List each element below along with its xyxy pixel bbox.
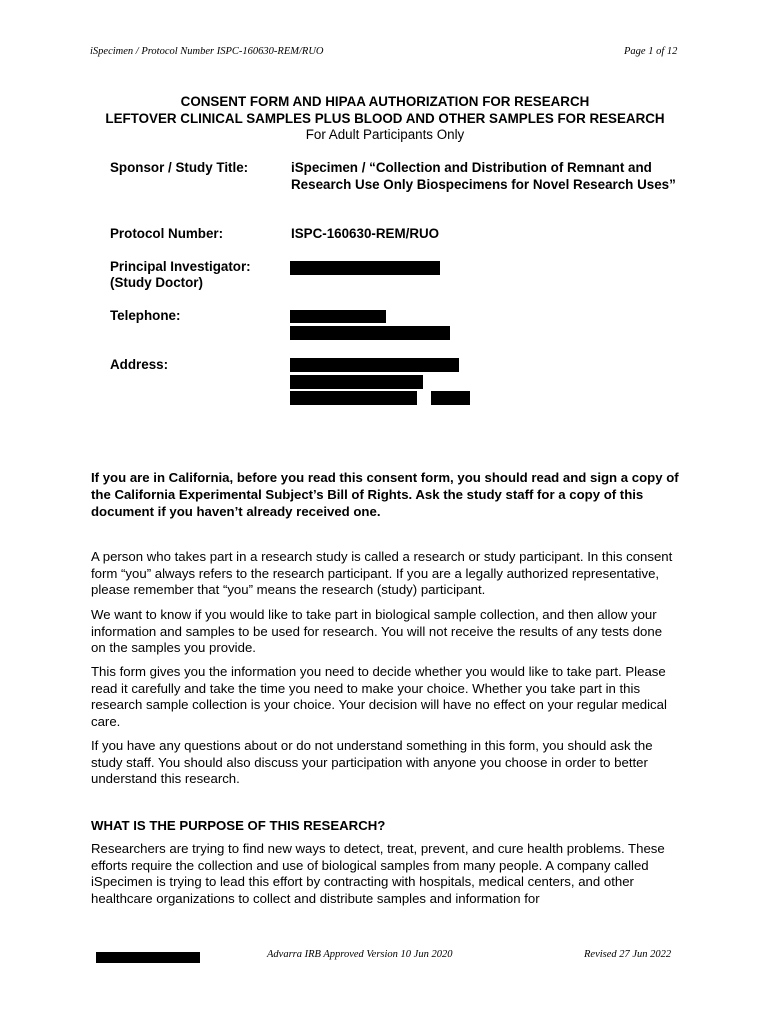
redaction-block bbox=[431, 391, 470, 405]
pi-label: Principal Investigator: bbox=[110, 259, 251, 274]
sponsor-value: iSpecimen / “Collection and Distribution of Remnant and Research Use Only Biospecimens for Novel Research Uses” bbox=[291, 160, 676, 192]
redaction-block bbox=[290, 358, 459, 372]
protocol-label: Protocol Number: bbox=[110, 226, 224, 241]
purpose-heading: WHAT IS THE PURPOSE OF THIS RESEARCH? bbox=[91, 818, 386, 833]
pi-label-sub: (Study Doctor) bbox=[110, 275, 203, 290]
footer-approval: Advarra IRB Approved Version 10 Jun 2020 bbox=[267, 949, 453, 960]
redaction-block bbox=[290, 261, 440, 275]
redaction-block bbox=[290, 391, 417, 405]
intro-paragraph-4: If you have any questions about or do not understand something in this form, you should ask the study staff. You should also discuss your participation with anyone you choose in order to better understand this research. bbox=[91, 738, 653, 787]
redaction-block bbox=[96, 952, 200, 963]
document-subtitle: For Adult Participants Only bbox=[305, 127, 465, 142]
document-title-line1: CONSENT FORM AND HIPAA AUTHORIZATION FOR RESEARCH bbox=[180, 94, 590, 109]
redaction-block bbox=[290, 326, 450, 340]
protocol-value: ISPC-160630-REM/RUO bbox=[291, 226, 440, 241]
footer-revised: Revised 27 Jun 2022 bbox=[584, 949, 672, 960]
document-title-line2: LEFTOVER CLINICAL SAMPLES PLUS BLOOD AND OTHER SAMPLES FOR RESEARCH bbox=[105, 111, 665, 126]
telephone-label: Telephone: bbox=[110, 308, 181, 323]
purpose-paragraph: Researchers are trying to find new ways to detect, treat, prevent, and cure health problems. These efforts require the collection and use of biological samples from many people. A company called iSpecimen is trying to lead this effort by contracting with hospitals, medical centers, and other healthcare organizations to collect and distribute samples and information for bbox=[91, 841, 665, 906]
sponsor-label: Sponsor / Study Title: bbox=[110, 160, 249, 175]
header-page-number: Page 1 of 12 bbox=[624, 46, 678, 57]
redaction-block bbox=[290, 375, 423, 389]
address-label: Address: bbox=[110, 357, 169, 372]
header-protocol: iSpecimen / Protocol Number ISPC-160630-REM/RUO bbox=[90, 46, 324, 57]
intro-paragraph-3: This form gives you the information you need to decide whether you would like to take part. Please read it carefully and take the time you need to make your choice. Whether you take part in this research sample collection is your choice. Your decision will have no effect on your regular medical care. bbox=[91, 664, 667, 729]
redaction-block bbox=[290, 310, 386, 323]
california-notice: If you are in California, before you read this consent form, you should read and sign a copy of the California Experimental Subject’s Bill of Rights. Ask the study staff for a copy of this document if you haven’t already received one. bbox=[91, 470, 679, 519]
intro-paragraph-2: We want to know if you would like to take part in biological sample collection, and then allow your information and samples to be used for research. You will not receive the results of any tests done on the samples you provide. bbox=[91, 607, 663, 656]
intro-paragraph-1: A person who takes part in a research study is called a research or study participant. In this consent form “you” always refers to the research participant. If you are a legally authorized representative, please remember that “you” means the research (study) participant. bbox=[91, 549, 673, 598]
